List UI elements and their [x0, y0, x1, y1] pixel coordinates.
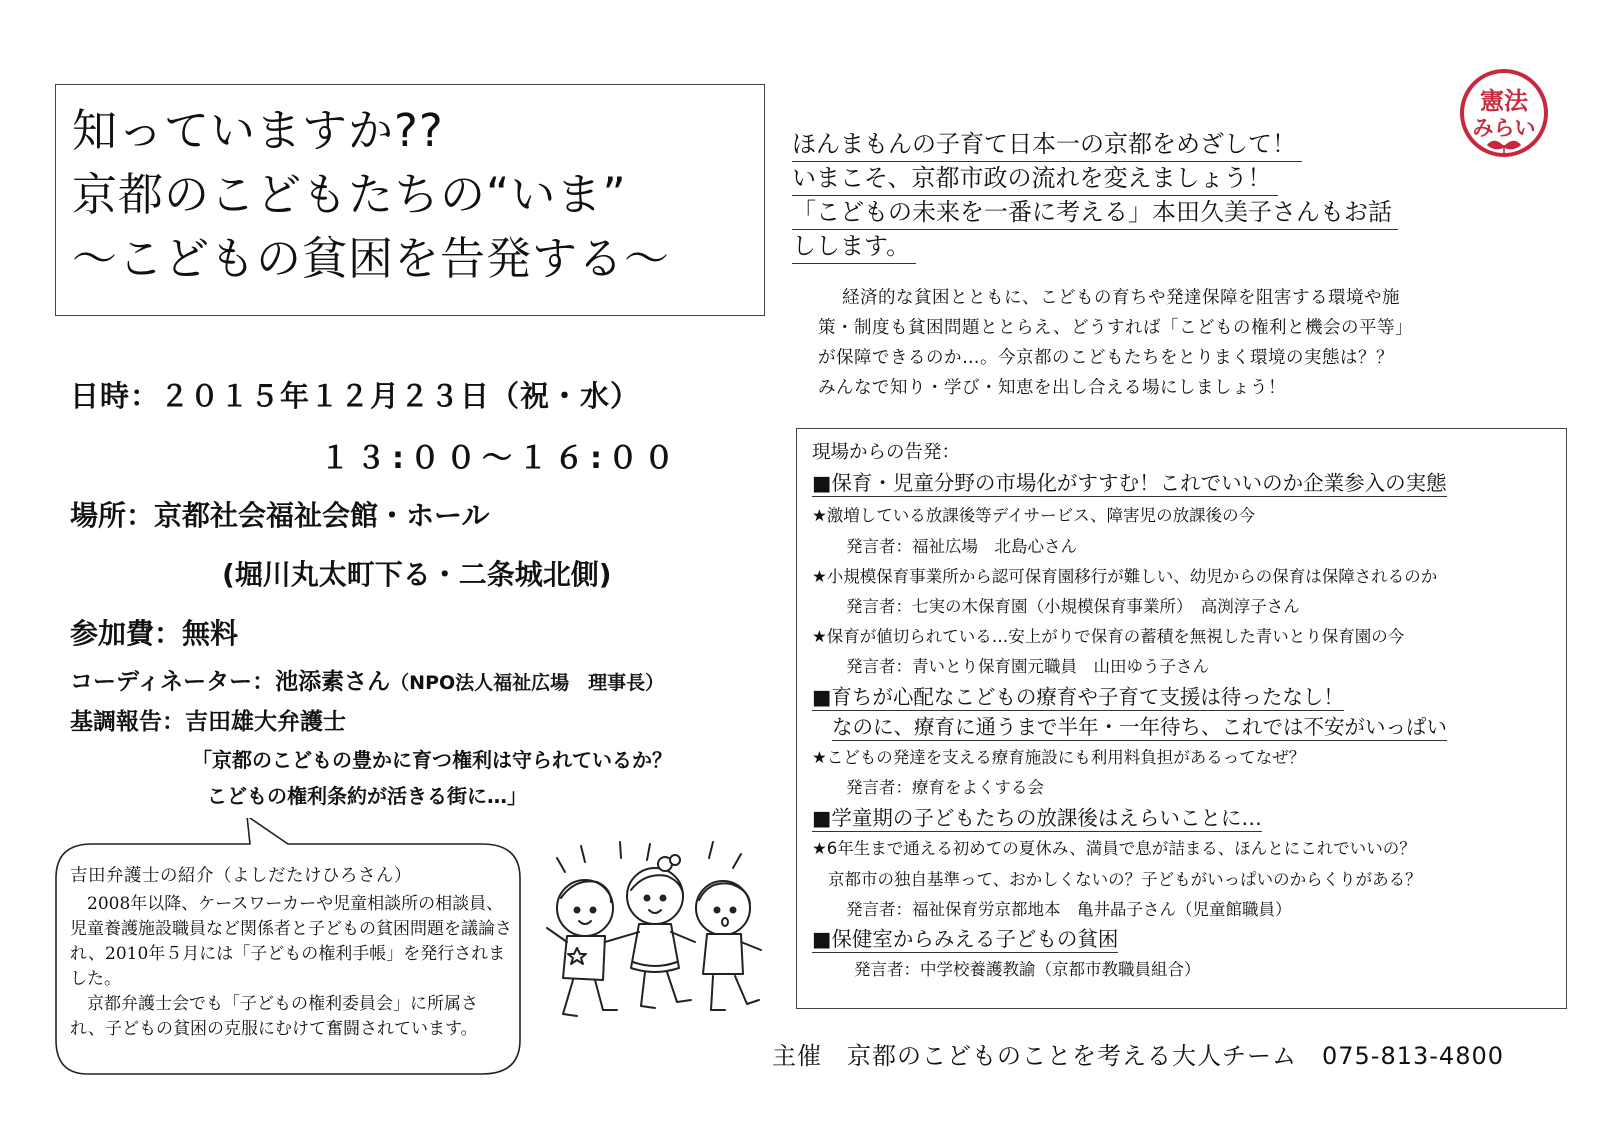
report-speaker-3: 発言者：青いとり保育園元職員 山田ゆう子さん — [846, 657, 1209, 676]
logo-text-1: 憲法 — [1480, 87, 1528, 115]
intro-line-1: 経済的な貧困とともに、こどもの育ちや発達保障を阻害する環境や施 — [842, 288, 1400, 308]
report-section-4: ■保健室からみえる子どもの貧困 — [812, 922, 1118, 953]
organizer: 主催 京都のこどものことを考える大人チーム 075-813-4800 — [772, 1042, 1505, 1070]
title-line-2: 京都のこどもたちの“いま” — [72, 168, 627, 221]
report-item-2: ★小規模保育事業所から認可保育園移行が難しい、幼児からの保育は保障されるのか — [812, 567, 1438, 586]
title-line-1: 知っていますか?? — [72, 104, 444, 157]
report-item-4: ★こどもの発達を支える療育施設にも利用料負担があるってなぜ？ — [812, 748, 1306, 767]
headline-line-3: 「こどもの未来を一番に考える」本田久美子さんもお話 — [792, 196, 1398, 230]
report-speaker-1: 発言者：福祉広場 北島心さん — [846, 537, 1077, 556]
headline-line-2: いまこそ、京都市政の流れを変えましょう！ — [792, 162, 1278, 196]
report-item-1: ★激増している放課後等デイサービス、障害児の放課後の今 — [812, 506, 1256, 525]
lawyer-intro-para-2: 京都弁護士会でも「子どもの権利委員会」に所属され、子どもの貧困の克服にむけて奮闘されています。 — [70, 994, 478, 1039]
event-place-detail: (堀川丸太町下る・二条城北側) — [222, 558, 612, 591]
report-section-2a: ■育ちが心配なこどもの療育や子育て支援は待ったなし！ — [812, 680, 1344, 711]
keynote-quote-2: こどもの権利条約が活きる街に…」 — [207, 784, 527, 808]
intro-line-2: 策・制度も貧困問題ととらえ、どうすれば「こどもの権利と機会の平等」 — [818, 318, 1414, 338]
keynote-quote-1: 「京都のこどもの豊かに育つ権利は守られているか？ — [192, 748, 672, 772]
intro-paragraph — [818, 283, 1498, 403]
report-heading: 現場からの告発： — [812, 442, 961, 463]
report-speaker-5: 発言者：福祉保育労京都地本 亀井晶子さん（児童館職員） — [846, 900, 1292, 919]
lawyer-intro-title: 吉田弁護士の紹介（よしだたけひろさん） — [70, 866, 412, 886]
headline-line-1: ほんまもんの子育て日本一の京都をめざして！ — [792, 128, 1302, 162]
headline — [792, 128, 1398, 264]
lawyer-intro-para-1: 2008年以降、ケースワーカーや児童相談所の相談員、児童養護施設職員など関係者と子どもの貧困問題を議論され、2010年５月には「子どもの権利手帳」を発行されました。 — [70, 894, 512, 989]
event-keynote: 基調報告：吉田雄大弁護士 — [70, 709, 346, 735]
report-item-5b: 京都市の独自基準って、おかしくないの？子どもがいっぱいのからくりがある？ — [828, 870, 1422, 889]
report-speaker-6: 発言者：中学校養護教諭（京都市教職員組合） — [854, 960, 1201, 979]
event-date: 日時：２０１５年１２月２３日（祝・水） — [70, 379, 641, 413]
report-item-3: ★保育が値切られている…安上がりで保育の蓄積を無視した青いとり保育園の今 — [812, 627, 1405, 646]
lawyer-intro — [70, 864, 512, 1042]
event-time: １３:００～１６:００ — [320, 441, 680, 476]
headline-line-4: しします。 — [792, 230, 916, 264]
report-speaker-4: 発言者：療育をよくする会 — [846, 778, 1044, 797]
report-item-5a: ★6年生まで通える初めての夏休み、満員で息が詰まる、ほんとにこれでいいの？ — [812, 839, 1416, 858]
coordinator-note: （NPO法人福祉広場 理事長） — [390, 672, 665, 694]
title-box — [55, 84, 765, 316]
event-coordinator — [70, 663, 664, 696]
kenpo-mirai-logo — [1458, 67, 1550, 167]
report-section-3: ■学童期の子どもたちの放課後はえらいことに… — [812, 801, 1262, 832]
report-section-2b: なのに、療育に通うまで半年・一年待ち、これでは不安がいっぱい — [832, 710, 1447, 741]
event-fee: 参加費：無料 — [70, 617, 239, 650]
children-illustration — [545, 838, 770, 1028]
title-line-3: ～こどもの貧困を告発する～ — [72, 232, 671, 285]
report-section-1: ■保育・児童分野の市場化がすすむ！これでいいのか企業参入の実態 — [812, 466, 1447, 497]
logo-text-2: みらい — [1472, 116, 1536, 140]
event-place: 場所：京都社会福祉会館・ホール — [70, 499, 490, 532]
intro-line-3: が保障できるのか…。今京都のこどもたちをとりまく環境の実態は？？ — [818, 348, 1394, 368]
coordinator-name: コーディネーター：池添素さん — [70, 669, 391, 695]
report-speaker-2: 発言者：七実の木保育園（小規模保育事業所） 高渕淳子さん — [846, 597, 1300, 616]
intro-line-4: みんなで知り・学び・知恵を出し合える場にしましょう！ — [818, 378, 1286, 398]
